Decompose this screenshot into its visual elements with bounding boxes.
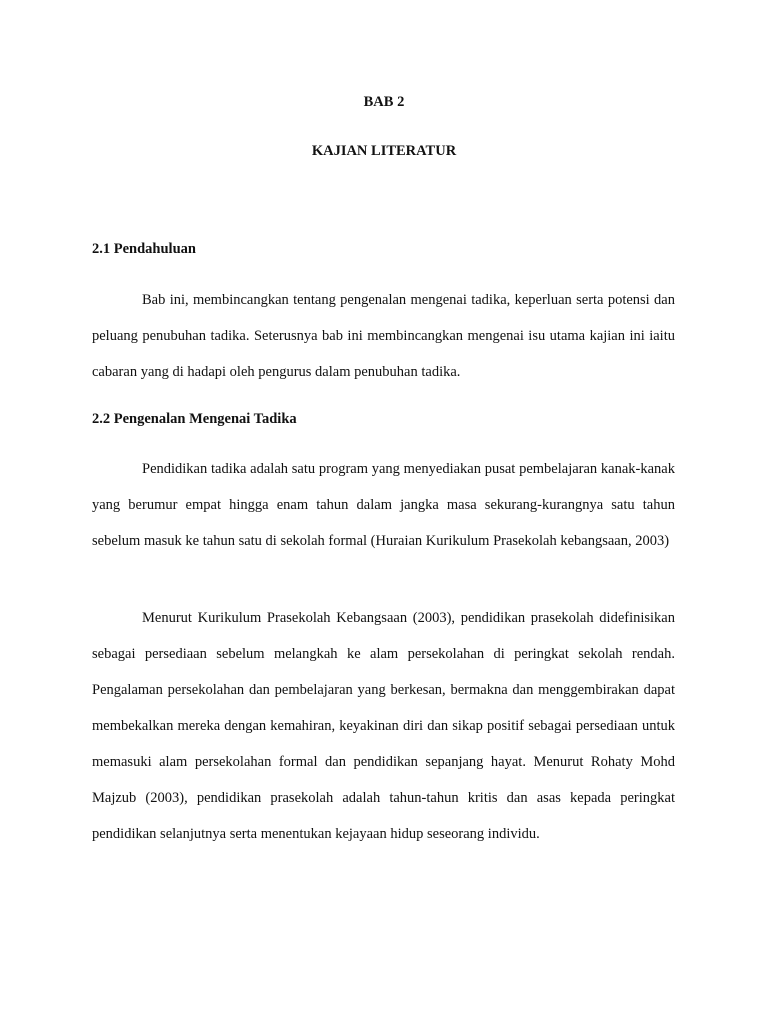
paragraph-pendidikan-tadika: Pendidikan tadika adalah satu program yang menyediakan pusat pembelajaran kanak-kanak yang berumur empat hingga enam tahun dalam jangka masa sekurang-kurangnya satu tahun sebelum masuk ke tahun satu di sekolah formal (Huraian Kurikulum Prasekolah kebangsaan, 2003): [92, 461, 675, 549]
paragraph-pendahuluan: Bab ini, membincangkan tentang pengenalan mengenai tadika, keperluan serta potensi dan peluang penubuhan tadika. Seterusnya bab ini membincangkan mengenai isu utama kajian ini iaitu cabaran yang di hadapi oleh pengurus dalam penubuhan tadika.: [92, 292, 675, 380]
section-heading-pendahuluan: 2.1 Pendahuluan: [92, 241, 196, 257]
section-heading-pengenalan-tadika: 2.2 Pengenalan Mengenai Tadika: [92, 411, 297, 427]
paragraph-kurikulum-prasekolah: Menurut Kurikulum Prasekolah Kebangsaan (2003), pendidikan prasekolah didefinisikan sebagai persediaan sebelum melangkah ke alam persekolahan di peringkat sekolah rendah. Pengalaman persekolahan dan pembelajaran yang berkesan, bermakna dan menggembirakan dapat membekalkan mereka dengan kemahiran, keyakinan diri dan sikap positif sebagai persediaan untuk memasuki alam persekolahan formal dan pendidikan sepanjang hayat. Menurut Rohaty Mohd Majzub (2003), pendidikan prasekolah adalah tahun-tahun kritis dan asas kepada peringkat pendidikan selanjutnya serta menentukan kejayaan hidup seseorang individu.: [92, 610, 675, 842]
chapter-title: KAJIAN LITERATUR: [311, 143, 457, 159]
chapter-number: BAB 2: [363, 94, 405, 110]
